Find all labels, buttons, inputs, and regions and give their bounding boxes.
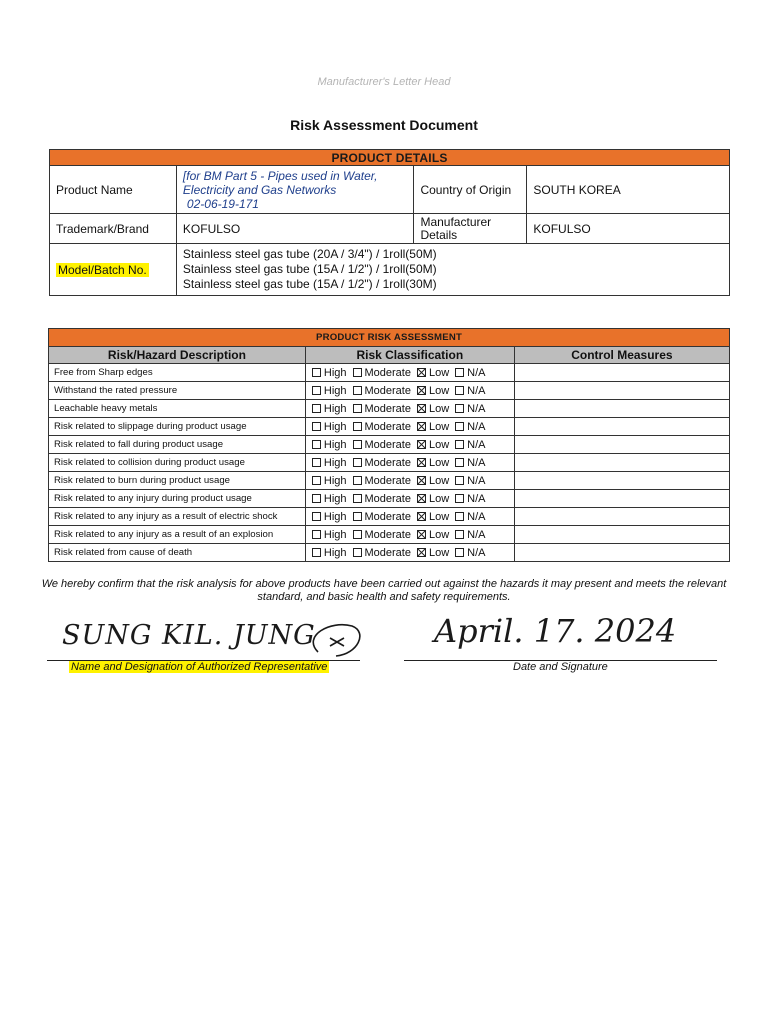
option-label: Moderate bbox=[364, 366, 411, 379]
option-label: N/A bbox=[467, 474, 486, 487]
col-header-control: Control Measures bbox=[514, 347, 729, 364]
risk-option bbox=[417, 403, 449, 415]
option-label: Low bbox=[428, 438, 450, 451]
risk-classification bbox=[305, 526, 514, 544]
risk-option bbox=[455, 385, 485, 397]
risk-option bbox=[417, 421, 449, 433]
checkbox[interactable] bbox=[455, 458, 464, 467]
option-label: Moderate bbox=[364, 384, 411, 397]
risk-classification bbox=[305, 382, 514, 400]
table-row bbox=[49, 364, 730, 382]
checkbox[interactable] bbox=[312, 440, 321, 449]
page-title: Risk Assessment Document bbox=[290, 117, 478, 133]
risk-option bbox=[353, 493, 411, 505]
risk-option bbox=[353, 385, 411, 397]
option-label: Moderate bbox=[364, 492, 411, 505]
checked-checkbox[interactable] bbox=[417, 494, 426, 503]
option-label: Moderate bbox=[364, 528, 411, 541]
risk-classification bbox=[305, 436, 514, 454]
product-details-table bbox=[49, 149, 730, 296]
col-header-description: Risk/Hazard Description bbox=[49, 347, 306, 364]
checked-checkbox[interactable] bbox=[417, 404, 426, 413]
option-label: Low bbox=[428, 456, 450, 469]
option-label: Moderate bbox=[364, 456, 411, 469]
option-label: N/A bbox=[467, 528, 486, 541]
signature-flourish bbox=[300, 616, 370, 664]
checkbox[interactable] bbox=[455, 512, 464, 521]
checkbox[interactable] bbox=[312, 548, 321, 557]
option-label: Moderate bbox=[364, 546, 411, 559]
table-row bbox=[49, 436, 730, 454]
date-label: Date and Signature bbox=[513, 661, 608, 673]
confirmation-statement: We hereby confirm that the risk analysis for above products have been carried out against the hazards it may present and meets the relevant standard, and basic health and safety requirements. bbox=[41, 578, 727, 603]
representative-label: Name and Designation of Authorized Representative bbox=[71, 661, 328, 673]
table-row bbox=[49, 472, 730, 490]
country-value: SOUTH KOREA bbox=[527, 166, 730, 214]
risk-option bbox=[455, 511, 485, 523]
option-label: N/A bbox=[467, 456, 486, 469]
risk-option bbox=[455, 403, 485, 415]
risk-description: Risk related from cause of death bbox=[49, 544, 306, 562]
risk-option bbox=[455, 529, 485, 541]
risk-option bbox=[353, 511, 411, 523]
risk-option bbox=[353, 475, 411, 487]
control-measure bbox=[514, 472, 729, 490]
checked-checkbox[interactable] bbox=[417, 440, 426, 449]
option-label: Moderate bbox=[364, 438, 411, 451]
option-label: Moderate bbox=[364, 402, 411, 415]
checkbox[interactable] bbox=[455, 386, 464, 395]
checkbox[interactable] bbox=[455, 476, 464, 485]
option-label: High bbox=[323, 546, 347, 559]
risk-description: Leachable heavy metals bbox=[49, 400, 306, 418]
risk-option bbox=[312, 457, 347, 469]
option-label: High bbox=[323, 474, 347, 487]
option-label: N/A bbox=[467, 366, 486, 379]
control-measure bbox=[514, 490, 729, 508]
checkbox[interactable] bbox=[353, 422, 362, 431]
col-header-classification: Risk Classification bbox=[305, 347, 514, 364]
risk-option bbox=[455, 457, 485, 469]
representative-signature: SUNG KIL. JUNG bbox=[62, 620, 316, 651]
checkbox[interactable] bbox=[353, 494, 362, 503]
table-row bbox=[49, 526, 730, 544]
risk-description: Withstand the rated pressure bbox=[49, 382, 306, 400]
option-label: High bbox=[323, 492, 347, 505]
risk-option bbox=[455, 367, 485, 379]
option-label: High bbox=[323, 384, 347, 397]
table-row bbox=[49, 508, 730, 526]
checkbox[interactable] bbox=[312, 458, 321, 467]
option-label: N/A bbox=[467, 492, 486, 505]
risk-option bbox=[417, 475, 449, 487]
manufacturer-label: Manufacturer Details bbox=[414, 214, 527, 244]
risk-option bbox=[312, 511, 347, 523]
checkbox[interactable] bbox=[312, 494, 321, 503]
control-measure bbox=[514, 454, 729, 472]
checked-checkbox[interactable] bbox=[417, 386, 426, 395]
risk-description: Risk related to collision during product usage bbox=[49, 454, 306, 472]
product-name-value bbox=[176, 166, 414, 214]
risk-option bbox=[353, 403, 411, 415]
checkbox[interactable] bbox=[312, 422, 321, 431]
option-label: High bbox=[323, 528, 347, 541]
option-label: High bbox=[323, 456, 347, 469]
checked-checkbox[interactable] bbox=[417, 530, 426, 539]
risk-option bbox=[312, 493, 347, 505]
risk-option bbox=[417, 493, 449, 505]
checkbox[interactable] bbox=[455, 422, 464, 431]
checkbox[interactable] bbox=[353, 530, 362, 539]
trademark-label: Trademark/Brand bbox=[50, 214, 177, 244]
option-label: N/A bbox=[467, 546, 486, 559]
control-measure bbox=[514, 508, 729, 526]
control-measure bbox=[514, 544, 729, 562]
risk-option bbox=[455, 421, 485, 433]
risk-option bbox=[417, 367, 449, 379]
table-row bbox=[49, 382, 730, 400]
checkbox[interactable] bbox=[455, 530, 464, 539]
option-label: N/A bbox=[467, 420, 486, 433]
option-label: High bbox=[323, 510, 347, 523]
risk-option bbox=[417, 511, 449, 523]
risk-option bbox=[353, 439, 411, 451]
option-label: Moderate bbox=[364, 420, 411, 433]
control-measure bbox=[514, 382, 729, 400]
option-label: N/A bbox=[467, 510, 486, 523]
table-row bbox=[49, 400, 730, 418]
option-label: Low bbox=[428, 366, 450, 379]
option-label: Low bbox=[428, 384, 450, 397]
control-measure bbox=[514, 418, 729, 436]
risk-option bbox=[312, 475, 347, 487]
checkbox[interactable] bbox=[312, 386, 321, 395]
country-label: Country of Origin bbox=[414, 166, 527, 214]
option-label: High bbox=[323, 438, 347, 451]
risk-description: Free from Sharp edges bbox=[49, 364, 306, 382]
table-row bbox=[49, 418, 730, 436]
option-label: Moderate bbox=[364, 474, 411, 487]
table-row bbox=[49, 490, 730, 508]
risk-classification bbox=[305, 472, 514, 490]
checked-checkbox[interactable] bbox=[417, 368, 426, 377]
models-cell bbox=[176, 244, 729, 296]
risk-description: Risk related to slippage during product usage bbox=[49, 418, 306, 436]
product-details-header: PRODUCT DETAILS bbox=[50, 150, 730, 166]
option-label: High bbox=[323, 402, 347, 415]
model-item: Stainless steel gas tube (20A / 3/4") / 1roll(50M) bbox=[182, 247, 437, 261]
model-item: Stainless steel gas tube (15A / 1/2") / 1roll(50M) bbox=[182, 262, 437, 276]
risk-classification bbox=[305, 544, 514, 562]
checkbox[interactable] bbox=[312, 512, 321, 521]
checkbox[interactable] bbox=[353, 512, 362, 521]
checkbox[interactable] bbox=[353, 368, 362, 377]
date-signature: April. 17. 2024 bbox=[434, 612, 677, 650]
risk-classification bbox=[305, 364, 514, 382]
risk-option bbox=[417, 457, 449, 469]
product-code: 02-06-19-171 bbox=[186, 196, 259, 211]
control-measure bbox=[514, 400, 729, 418]
checkbox[interactable] bbox=[312, 530, 321, 539]
risk-option bbox=[353, 457, 411, 469]
option-label: Low bbox=[428, 546, 450, 559]
letterhead: Manufacturer's Letter Head bbox=[317, 76, 451, 88]
checkbox[interactable] bbox=[455, 494, 464, 503]
checkbox[interactable] bbox=[455, 440, 464, 449]
risk-classification bbox=[305, 400, 514, 418]
checked-checkbox[interactable] bbox=[417, 476, 426, 485]
risk-description: Risk related to burn during product usage bbox=[49, 472, 306, 490]
risk-option bbox=[455, 475, 485, 487]
risk-option bbox=[312, 439, 347, 451]
control-measure bbox=[514, 436, 729, 454]
risk-option bbox=[353, 421, 411, 433]
risk-option bbox=[312, 547, 347, 559]
checkbox[interactable] bbox=[353, 548, 362, 557]
model-label: Model/Batch No. bbox=[58, 262, 147, 277]
risk-description: Risk related to any injury as a result of an explosion bbox=[49, 526, 306, 544]
option-label: N/A bbox=[467, 402, 486, 415]
checkbox[interactable] bbox=[312, 476, 321, 485]
risk-option bbox=[312, 403, 347, 415]
risk-option bbox=[455, 493, 485, 505]
option-label: N/A bbox=[467, 438, 486, 451]
risk-option bbox=[417, 547, 449, 559]
checked-checkbox[interactable] bbox=[417, 512, 426, 521]
checkbox[interactable] bbox=[312, 404, 321, 413]
option-label: High bbox=[323, 366, 347, 379]
risk-assessment-header: PRODUCT RISK ASSESSMENT bbox=[49, 329, 730, 347]
risk-description: Risk related to fall during product usage bbox=[49, 436, 306, 454]
control-measure bbox=[514, 364, 729, 382]
checkbox[interactable] bbox=[455, 548, 464, 557]
checkbox[interactable] bbox=[455, 368, 464, 377]
checked-checkbox[interactable] bbox=[417, 458, 426, 467]
risk-classification bbox=[305, 490, 514, 508]
risk-option bbox=[353, 547, 411, 559]
checkbox[interactable] bbox=[455, 404, 464, 413]
product-name-label: Product Name bbox=[50, 166, 177, 214]
option-label: N/A bbox=[467, 384, 486, 397]
risk-option bbox=[417, 385, 449, 397]
risk-classification bbox=[305, 454, 514, 472]
risk-option bbox=[353, 529, 411, 541]
risk-option bbox=[417, 439, 449, 451]
control-measure bbox=[514, 526, 729, 544]
option-label: High bbox=[323, 420, 347, 433]
risk-option bbox=[312, 367, 347, 379]
model-label-cell bbox=[50, 244, 177, 296]
option-label: Low bbox=[428, 474, 450, 487]
model-item: Stainless steel gas tube (15A / 1/2") / 1roll(30M) bbox=[182, 277, 437, 291]
risk-description: Risk related to any injury as a result of electric shock bbox=[49, 508, 306, 526]
checkbox[interactable] bbox=[353, 458, 362, 467]
table-row bbox=[49, 454, 730, 472]
risk-classification bbox=[305, 418, 514, 436]
manufacturer-value: KOFULSO bbox=[527, 214, 730, 244]
checkbox[interactable] bbox=[353, 476, 362, 485]
risk-option bbox=[312, 529, 347, 541]
risk-option bbox=[417, 529, 449, 541]
option-label: Low bbox=[428, 528, 450, 541]
checked-checkbox[interactable] bbox=[417, 548, 426, 557]
risk-option bbox=[455, 439, 485, 451]
risk-classification bbox=[305, 508, 514, 526]
checkbox[interactable] bbox=[353, 404, 362, 413]
option-label: Low bbox=[428, 510, 450, 523]
option-label: Low bbox=[428, 402, 450, 415]
checkbox[interactable] bbox=[353, 440, 362, 449]
risk-option bbox=[353, 367, 411, 379]
table-row bbox=[49, 544, 730, 562]
risk-description: Risk related to any injury during product usage bbox=[49, 490, 306, 508]
risk-option bbox=[455, 547, 485, 559]
trademark-value: KOFULSO bbox=[176, 214, 414, 244]
checked-checkbox[interactable] bbox=[417, 422, 426, 431]
risk-assessment-table bbox=[48, 328, 730, 562]
checkbox[interactable] bbox=[353, 386, 362, 395]
option-label: Low bbox=[428, 420, 450, 433]
risk-option bbox=[312, 385, 347, 397]
option-label: Moderate bbox=[364, 510, 411, 523]
product-name-text: [for BM Part 5 - Pipes used in Water, Electricity and Gas Networks bbox=[182, 168, 378, 197]
risk-option bbox=[312, 421, 347, 433]
checkbox[interactable] bbox=[312, 368, 321, 377]
option-label: Low bbox=[428, 492, 450, 505]
